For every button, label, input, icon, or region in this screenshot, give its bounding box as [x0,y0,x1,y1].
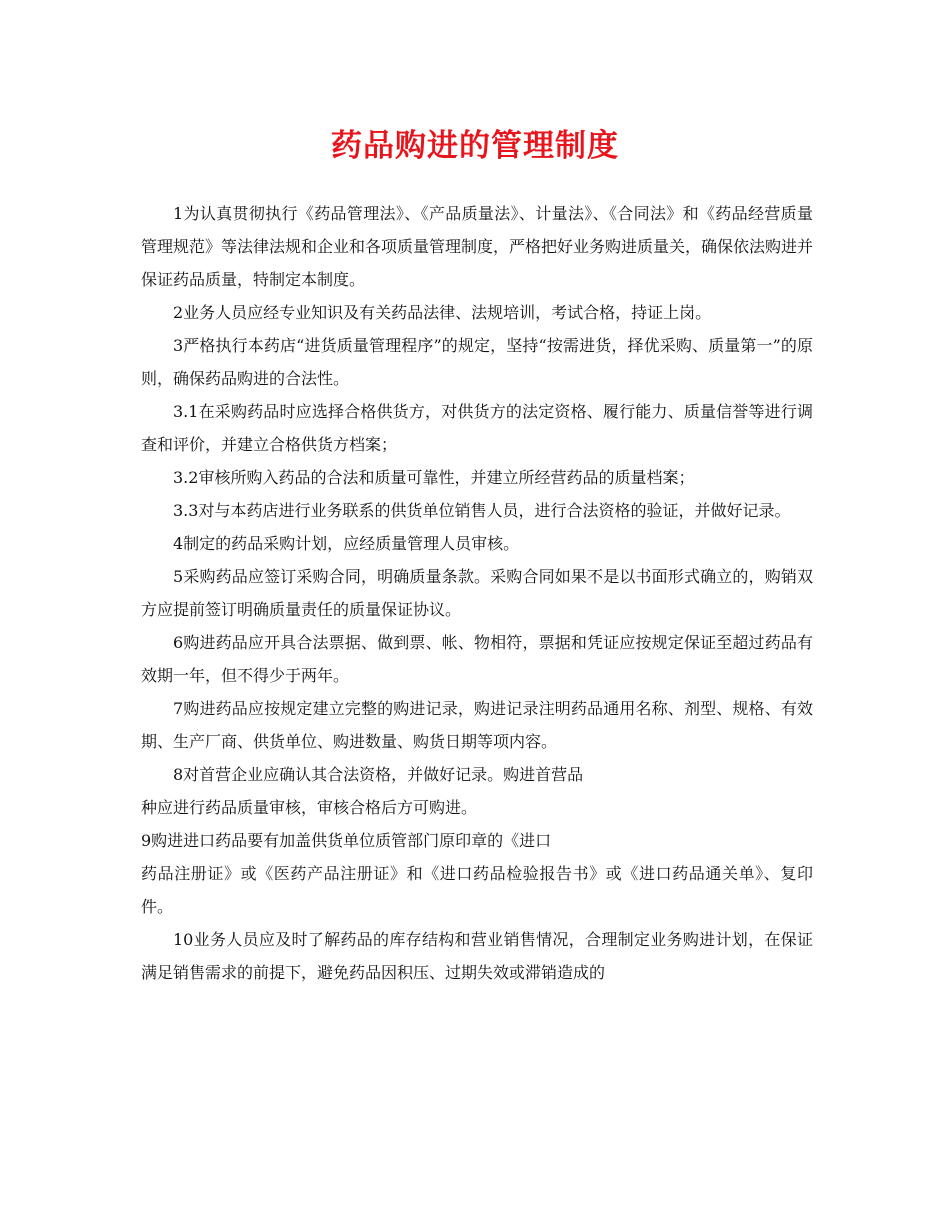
paragraph-1: 1为认真贯彻执行《药品管理法》、《产品质量法》、计量法》、《合同法》和《药品经营质量管理规范》等法律法规和企业和各项质量管理制度，严格把好业务购进质量关，确保依法购进并保证药品质量，特制定本制度。 [141,204,814,289]
paragraph-3: 3严格执行本药店“进货质量管理程序”的规定，坚持“按需进货，择优采购、质量第一”的原则，确保药品购进的合法性。 [141,336,813,388]
document-title: 药品购进的管理制度 [331,128,619,164]
paragraph-9: 9购进进口药品要有加盖供货单位质管部门原印章的《进口 [141,831,552,850]
paragraph-8: 8对首营企业应确认其合法资格，并做好记录。购进首营品 [173,765,584,784]
paragraph-3-2: 3.2审核所购入药品的合法和质量可靠性，并建立所经营药品的质量档案； [173,468,695,487]
paragraph-9-continued: 药品注册证》或《医药产品注册证》和《进口药品检验报告书》或《进口药品通关单》、复印件。 [141,864,813,916]
paragraph-7: 7购进药品应按规定建立完整的购进记录，购进记录注明药品通用名称、剂型、规格、有效期、生产厂商、供货单位、购进数量、购货日期等项内容。 [141,699,813,751]
paragraph-6: 6购进药品应开具合法票据、做到票、帐、物相符，票据和凭证应按规定保证至超过药品有效期一年，但不得少于两年。 [141,633,813,685]
paragraph-4: 4制定的药品采购计划，应经质量管理人员审核。 [173,534,520,553]
paragraph-5: 5采购药品应签订采购合同，明确质量条款。采购合同如果不是以书面形式确立的，购销双方应提前签订明确质量责任的质量保证协议。 [141,567,813,619]
document-body [141,197,813,989]
paragraph-2: 2业务人员应经专业知识及有关药品法律、法规培训，考试合格，持证上岗。 [173,303,712,322]
paragraph-3-1: 3.1在采购药品时应选择合格供货方，对供货方的法定资格、履行能力、质量信誉等进行调查和评价，并建立合格供货方档案； [141,402,813,454]
paragraph-8-continued: 种应进行药品质量审核，审核合格后方可购进。 [141,798,478,817]
paragraph-3-3: 3.3对与本药店进行业务联系的供货单位销售人员，进行合法资格的验证，并做好记录。 [173,501,791,520]
paragraph-10: 10业务人员应及时了解药品的库存结构和营业销售情况，合理制定业务购进计划，在保证满足销售需求的前提下，避免药品因积压、过期失效或滞销造成的 [141,930,813,982]
